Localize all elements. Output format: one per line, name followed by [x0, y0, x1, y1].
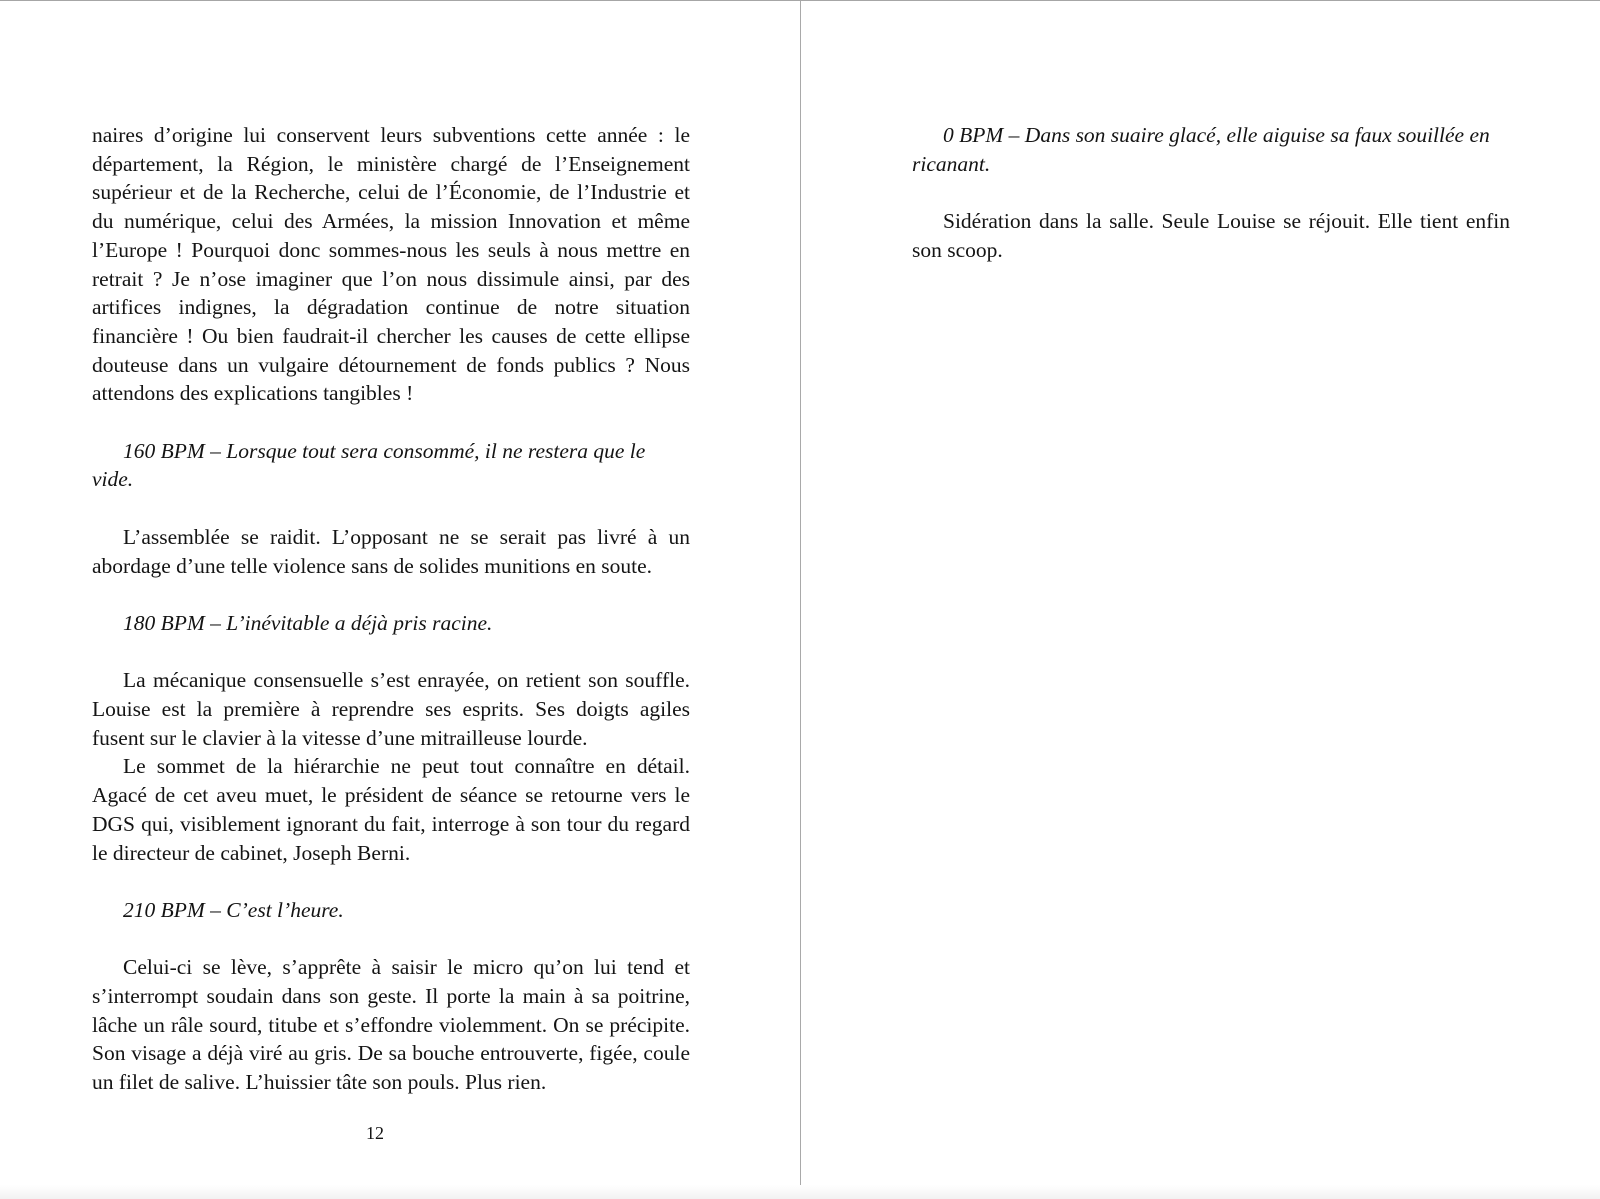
paragraph-mecanique: La mécanique consensuelle s’est enrayée, on retient son souffle. Louise est la première à reprendre ses esprits. Ses doigts agiles fusent sur le clavier à la vitesse d’une mitrailleuse lourde.: [92, 668, 690, 750]
paragraph-hierarchie: Le sommet de la hiérarchie ne peut tout connaître en détail. Agacé de cet aveu muet, le président de séance se retourne vers le DGS qui, visiblement ignorant du fait, interroge à son tour du regard le directeur de cabinet, Joseph Berni.: [92, 754, 690, 865]
right-page: [912, 121, 1510, 265]
paragraph-continuation: naires d’origine lui conservent leurs subventions cette année : le département, la Région, le ministère chargé de l’Enseignement supérieur et de la Recherche, celui de l’Économie, de l’Industrie et du numérique, celui des Armées, la mission Innovation et même l’Europe ! Pourquoi donc sommes-nous les seuls à nous mettre en retrait ? Je n’ose imaginer que l’on nous dissimule ainsi, par des artifices indignes, la dégradation continue de notre situation financière ! Ou bien faudrait-il chercher les causes de cette ellipse douteuse dans un vulgaire détournement de fonds publics ? Nous attendons des explications tangibles !: [92, 123, 690, 406]
heartbeat-line-180: 180 BPM – L’inévitable a déjà pris racine.: [123, 610, 493, 635]
paragraph-sideration: Sidération dans la salle. Seule Louise se réjouit. Elle tient enfin son scoop.: [912, 209, 1510, 262]
heartbeat-line-160: 160 BPM – Lorsque tout sera consommé, il ne restera que le vide.: [92, 438, 646, 492]
paragraph-assemblee: L’assemblée se raidit. L’opposant ne se serait pas livré à un abordage d’une telle violence sans de solides munitions en soute.: [92, 524, 690, 578]
heartbeat-line-0: 0 BPM – Dans son suaire glacé, elle aiguise sa faux souillée en ricanant.: [912, 123, 1490, 176]
paragraph-effondrement: Celui-ci se lève, s’apprête à saisir le micro qu’on lui tend et s’interrompt soudain dans son geste. Il porte la main à sa poitrine, lâche un râle sourd, titube et s’effondre violemment. On se précipite. Son visage a déjà viré au gris. De sa bouche entrouverte, figée, coule un filet de salive. L’huissier tâte son pouls. Plus rien.: [92, 955, 690, 1095]
page-gutter-divider: [800, 1, 801, 1199]
bottom-shade: [0, 1185, 1600, 1199]
heartbeat-line-210: 210 BPM – C’est l’heure.: [123, 897, 344, 922]
page-number: 12: [366, 1123, 384, 1143]
left-page: [92, 121, 690, 1097]
